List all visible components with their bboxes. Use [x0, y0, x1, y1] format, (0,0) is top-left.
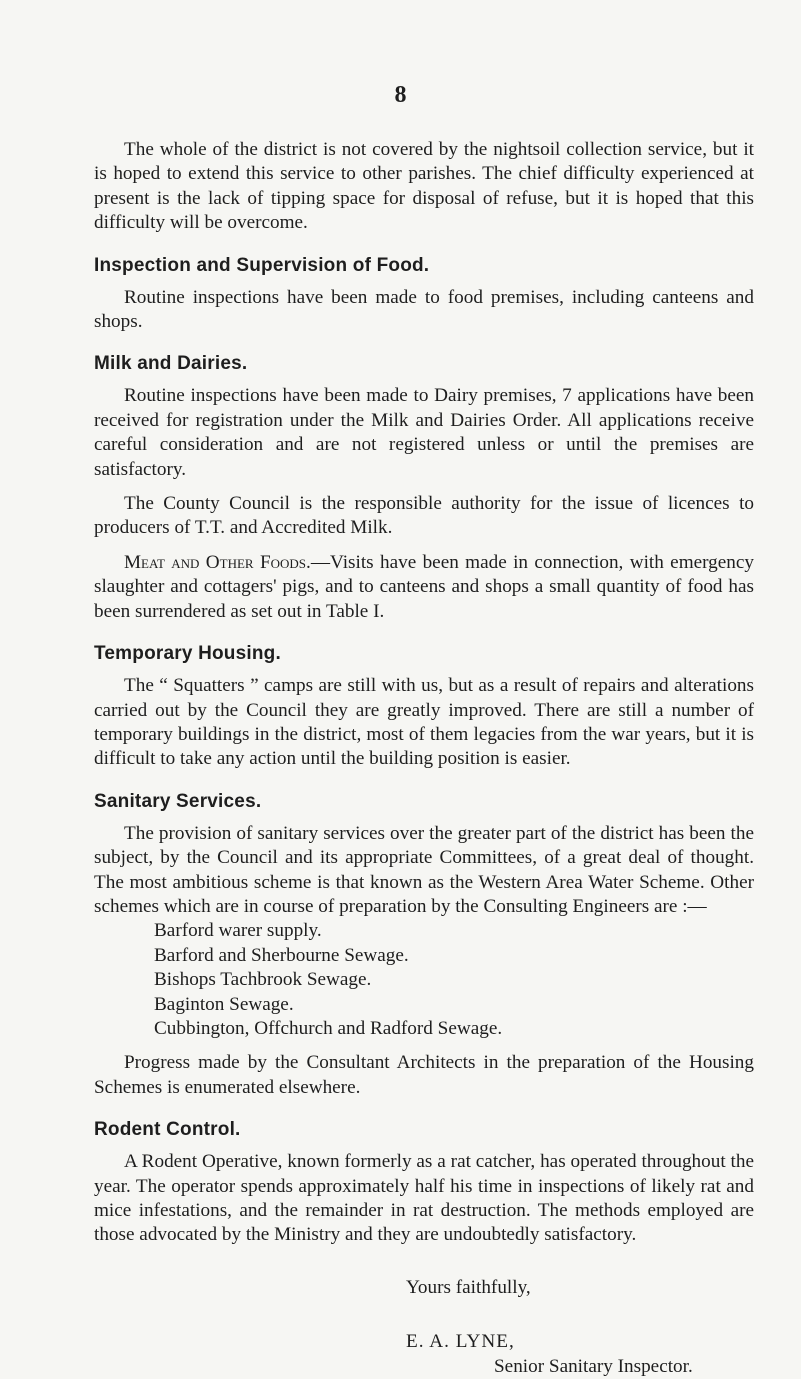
schemes-list: [94, 919, 754, 1041]
page-number: 8: [394, 82, 407, 108]
section-heading-temporary-housing: Temporary Housing.: [94, 643, 281, 665]
section-heading-milk-dairies: Milk and Dairies.: [94, 353, 248, 375]
sanitary-services-paragraph: The provision of sanitary services over the greater part of the district has been the subject, by the Council and its appropriate Committees, of a great deal of thought. The most ambitious scheme is that known as the Western Area Water Scheme. Other schemes which are in course of preparation by the Consulting Engineers are :—: [94, 822, 754, 917]
meat-other-foods-paragraph: [94, 551, 754, 624]
meat-other-foods-label: Meat and Other Foods.: [124, 551, 311, 573]
list-item: Barford warer supply.: [154, 920, 322, 942]
meat-other-foods-text: —Visits have been made in connection, with emergency slaughter and cottagers' pigs, and to canteens and shops a small quantity of food has been surrendered as set out in Table I.: [94, 551, 754, 622]
section-heading-sanitary-services: Sanitary Services.: [94, 790, 262, 812]
signatory-title: Senior Sanitary Inspector.: [494, 1355, 693, 1377]
signatory-name: E. A. LYNE,: [406, 1331, 515, 1353]
list-item: Bishops Tachbrook Sewage.: [154, 969, 372, 991]
county-council-paragraph: The County Council is the responsible authority for the issue of licences to producers of T.T. and Accredited Milk.: [94, 493, 754, 539]
section-heading-food-inspection: Inspection and Supervision of Food.: [94, 254, 430, 276]
temporary-housing-paragraph: The “ Squatters ” camps are still with us, but as a result of repairs and alterations carried out by the Council they are greatly improved. There are still a number of temporary buildings in the district, most of them legacies from the war years, but it is difficult to take any action until the building position is easier.: [94, 675, 754, 770]
section-heading-rodent-control: Rodent Control.: [94, 1119, 241, 1141]
document-body: [94, 138, 754, 1379]
signature-block: [94, 1276, 754, 1379]
list-item: Barford and Sherbourne Sewage.: [154, 944, 409, 966]
rodent-control-paragraph: A Rodent Operative, known formerly as a rat catcher, has operated throughout the year. The operator spends approximately half his time in inspections of likely rat and mice infestations, and the remainder in rat destruction. The methods employed are those advocated by the Ministry and they are undoubtedly satisfactory.: [94, 1151, 754, 1246]
food-inspection-paragraph: Routine inspections have been made to food premises, including canteens and shops.: [94, 286, 754, 333]
progress-paragraph: Progress made by the Consultant Architects in the preparation of the Housing Schemes is enumerated elsewhere.: [94, 1052, 754, 1098]
intro-paragraph: The whole of the district is not covered by the nightsoil collection service, but it is hoped to extend this service to other parishes. The chief difficulty experienced at present is the lack of tipping space for disposal of refuse, but it is hoped that this difficulty will be overcome.: [94, 139, 754, 234]
list-item: Baginton Sewage.: [154, 993, 294, 1015]
salutation: Yours faithfully,: [406, 1276, 531, 1298]
list-item: Cubbington, Offchurch and Radford Sewage.: [154, 1017, 503, 1039]
milk-dairies-paragraph: Routine inspections have been made to Dairy premises, 7 applications have been received for registration under the Milk and Dairies Order. All applications receive careful consideration and are not registered unless or until the premises are satisfactory.: [94, 385, 754, 480]
